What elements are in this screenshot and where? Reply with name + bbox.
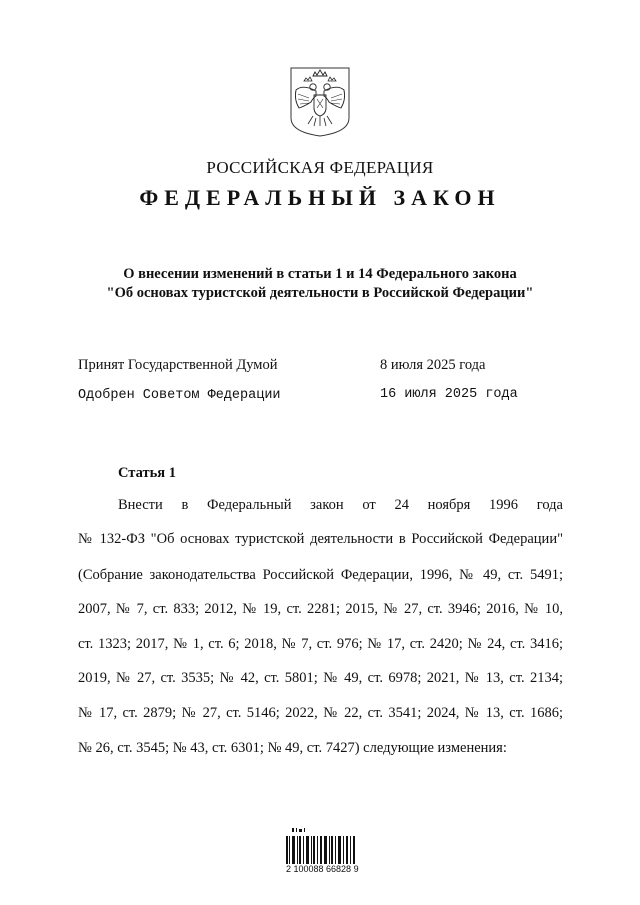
article-line-3: (Собрание законодательства Российской Федерации, 1996, № 49, ст. 5491; xyxy=(78,567,563,583)
russian-coat-of-arms-icon xyxy=(289,66,351,138)
adopted-by-duma-date: 8 июля 2025 года xyxy=(380,357,486,373)
article-line-4: 2007, № 7, ст. 833; 2012, № 19, ст. 2281; 2015, № 27, ст. 3946; 2016, № 10, xyxy=(78,601,563,617)
article-line-1: Внести в Федеральный закон от 24 ноября 1996 года xyxy=(118,497,563,513)
article-line-2: № 132-ФЗ "Об основах туристской деятельности в Российской Федерации" xyxy=(78,531,563,547)
law-subject-line-1: О внесении изменений в статьи 1 и 14 Федерального закона xyxy=(123,266,517,282)
article-line-6: 2019, № 27, ст. 3535; № 42, ст. 5801; № 49, ст. 6978; 2021, № 13, ст. 2134; xyxy=(78,670,563,686)
approved-by-council-label: Одобрен Советом Федерации xyxy=(78,388,281,403)
country-name: РОССИЙСКАЯ ФЕДЕРАЦИЯ xyxy=(206,158,434,177)
article-line-8: № 26, ст. 3545; № 43, ст. 6301; № 49, ст. 7427) следующие изменения: xyxy=(78,740,507,756)
law-subject-line-2: "Об основах туристской деятельности в Российской Федерации" xyxy=(106,285,534,301)
article-heading: Статья 1 xyxy=(118,465,176,481)
document-type-title: ФЕДЕРАЛЬНЫЙ ЗАКОН xyxy=(139,185,501,210)
approved-by-council-date: 16 июля 2025 года xyxy=(380,387,518,402)
article-line-7: № 17, ст. 2879; № 27, ст. 5146; 2022, № 22, ст. 3541; 2024, № 13, ст. 1686; xyxy=(78,705,563,721)
article-line-5: ст. 1323; 2017, № 1, ст. 6; 2018, № 7, ст. 976; № 17, ст. 2420; № 24, ст. 3416; xyxy=(78,636,563,652)
barcode-number: 2 100088 66828 9 xyxy=(286,864,359,874)
adopted-by-duma-label: Принят Государственной Думой xyxy=(78,357,278,373)
law-subject xyxy=(0,265,640,303)
